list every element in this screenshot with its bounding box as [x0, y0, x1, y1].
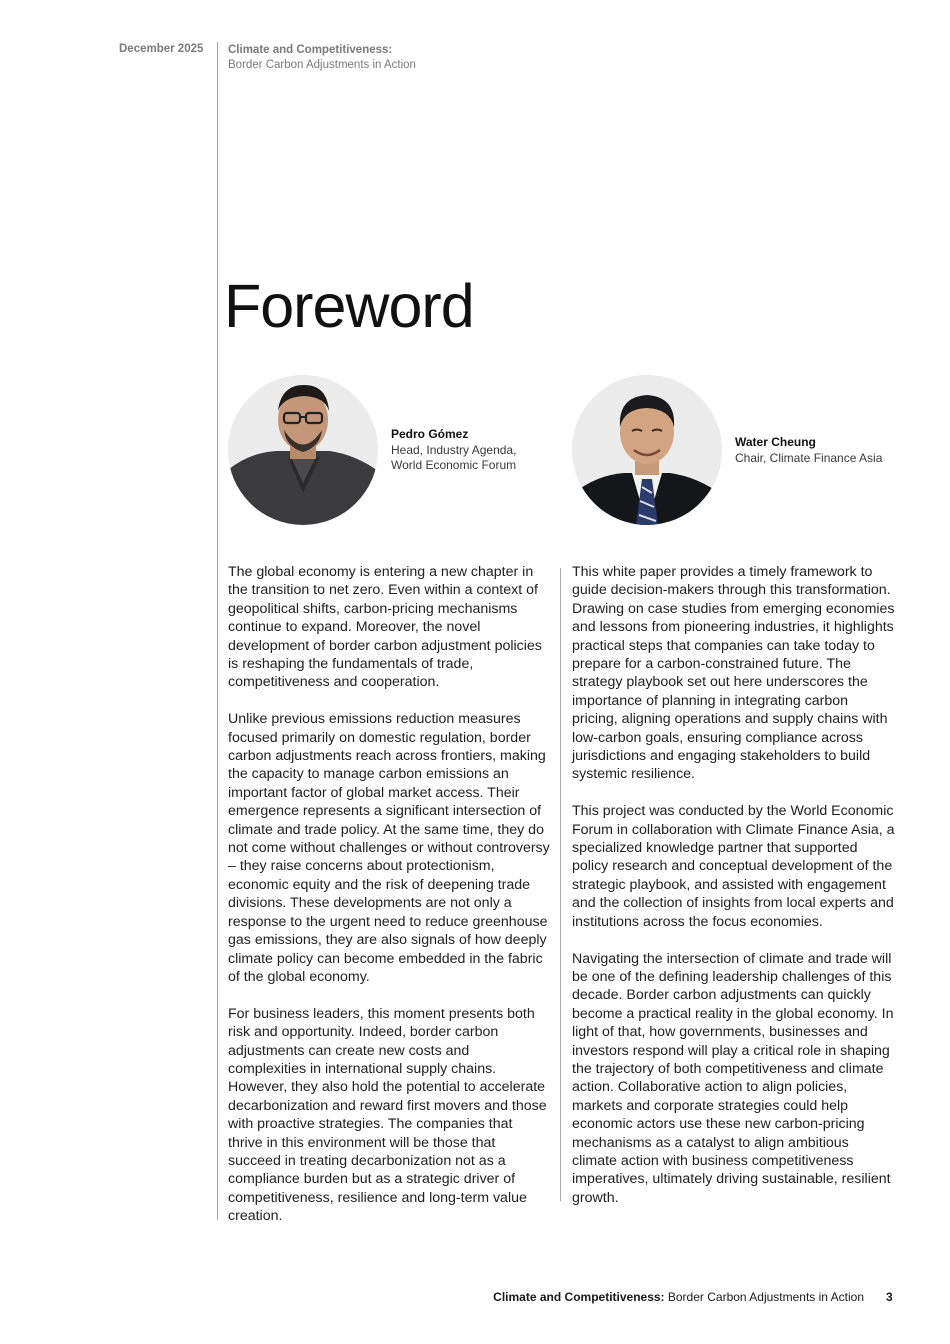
- person-water-cheung: [735, 435, 905, 466]
- column-divider: [560, 568, 561, 1201]
- person-role: Head, Industry Agenda,: [391, 442, 517, 457]
- header-title-sub: Border Carbon Adjustments in Action: [228, 59, 416, 71]
- portrait-pedro-gomez: [228, 375, 378, 525]
- paragraph: The global economy is entering a new chapter in the transition to net zero. Even within a context of geopolitical shifts, carbon-pricing mechanisms continue to expand. Moreover, the novel development of border carbon adjustment policies is reshaping the fundamentals of trade, competitiveness and cooperation.: [228, 564, 542, 691]
- person-organization: World Economic Forum: [391, 458, 517, 472]
- page-title: Foreword: [224, 272, 474, 340]
- portrait-water-cheung: [572, 375, 722, 525]
- paragraph: This white paper provides a timely framework to guide decision-makers through this transformation. Drawing on case studies from emerging economies and lessons from pioneering industries, it highlights practical steps that companies can take today to prepare for a carbon-constrained future. The strategy playbook set out here underscores the importance of planning in integrating carbon pricing, aligning operations and supply chains with low-carbon goals, ensuring compliance across jurisdictions and engaging stakeholders to build systemic resilience.: [572, 564, 895, 783]
- portrait-pedro-gomez-image: [228, 375, 378, 525]
- footer-title-rest: Border Carbon Adjustments in Action: [664, 1290, 864, 1304]
- person-name: Water Cheung: [735, 435, 816, 449]
- header-date: December 2025: [119, 43, 204, 55]
- paragraph: For business leaders, this moment presents both risk and opportunity. Indeed, border carbon adjustments can create new costs and complexities in international supply chains. However, they also hold the potential to accelerate decarbonization and reward first movers and those with proactive strategies. The companies that thrive in this environment will be those that succeed in treating decarbonization not as a compliance burden but as a strategic driver of competitiveness, resilience and long-term value creation.: [228, 1005, 547, 1225]
- portrait-water-cheung-image: [572, 375, 722, 525]
- page-number: 3: [886, 1290, 893, 1304]
- person-name: Pedro Gómez: [391, 427, 469, 441]
- paragraph: Unlike previous emissions reduction measures focused primarily on domestic regulation, border carbon adjustments reach across frontiers, making the capacity to manage carbon emissions an important factor of global market access. Their emergence represents a significant intersection of climate and trade policy. At the same time, they do not come without challenges or without controversy – they raise concerns about protectionism, economic equity and the risk of deepening trade divisions. These developments are not only a response to the urgent need to reduce greenhouse gas emissions, they are also signals of how deeply climate policy can become embedded in the fabric of the global economy.: [228, 711, 550, 985]
- body-column-right: [572, 563, 896, 1226]
- body-column-left: [228, 563, 550, 1244]
- paragraph: This project was conducted by the World Economic Forum in collaboration with Climate Finance Asia, a specialized knowledge partner that supported policy research and conceptual development of the strategic playbook, and assisted with engagement and the collection of insights from local experts and institutions across the focus economies.: [572, 803, 895, 930]
- header-title: [228, 43, 416, 73]
- footer-title: [493, 1290, 864, 1304]
- person-role: Chair, Climate Finance Asia: [735, 450, 883, 465]
- footer-title-bold: Climate and Competitiveness:: [493, 1290, 665, 1304]
- person-pedro-gomez: [391, 427, 551, 474]
- paragraph: Navigating the intersection of climate and trade will be one of the defining leadership challenges of this decade. Border carbon adjustments can quickly become a practical reality in the global economy. In light of that, how governments, businesses and investors respond will play a critical role in shaping the trajectory of both competitiveness and climate action. Collaborative action to align policies, markets and corporate strategies could help economic actors use these new carbon-pricing mechanisms as a catalyst to align ambitious climate action with business competitiveness imperatives, ultimately driving sustainable, resilient growth.: [572, 950, 894, 1206]
- margin-rule: [217, 42, 218, 1220]
- header-title-bold: Climate and Competitiveness:: [228, 44, 393, 56]
